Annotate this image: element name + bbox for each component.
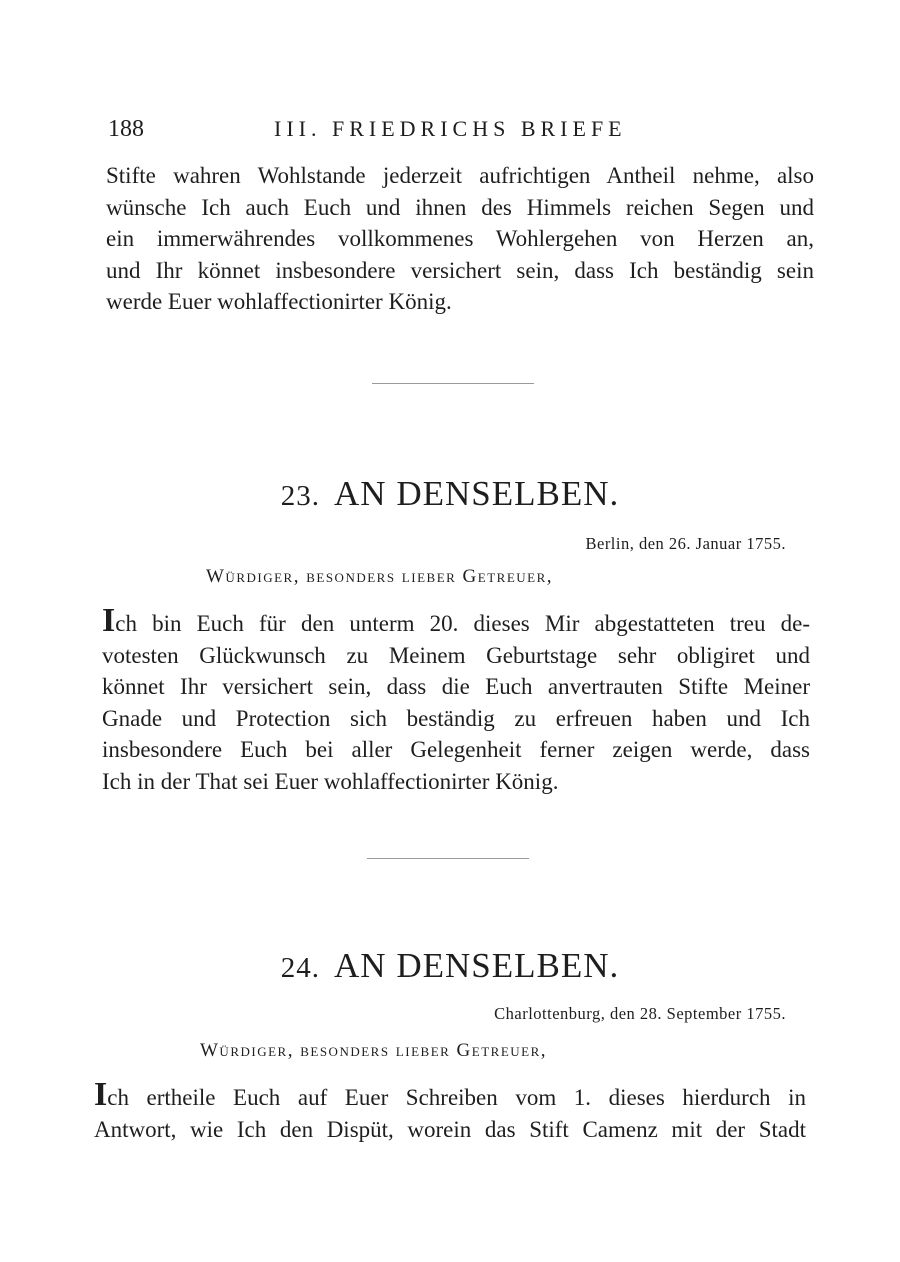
running-title: III. FRIEDRICHS BRIEFE bbox=[274, 116, 627, 141]
letter-number: 23. bbox=[280, 480, 321, 512]
running-head bbox=[108, 116, 808, 146]
letter-title: AN DENSELBEN. bbox=[334, 474, 620, 513]
section-divider bbox=[372, 383, 534, 384]
text-line: ein immerwährendes vollkommenes Wohlergehen von Herzen an, bbox=[106, 226, 814, 251]
text-line: Ich ertheile Euch auf Euer Schreiben vom 1. dieses hierdurch in bbox=[94, 1076, 806, 1113]
letter-23-salutation: Würdiger, besonders lieber Getreuer, bbox=[206, 566, 554, 587]
letter-title: AN DENSELBEN. bbox=[334, 946, 620, 985]
letter-number: 24. bbox=[280, 952, 321, 984]
continuation-paragraph bbox=[106, 160, 814, 318]
text-line: und Ihr könnet insbesondere versichert sein, dass Ich beständig sein bbox=[106, 257, 814, 283]
text-line: werde Euer wohlaffectionirter König. bbox=[106, 289, 452, 314]
section-divider bbox=[367, 858, 529, 859]
letter-24-heading bbox=[0, 946, 900, 986]
text-line: wünsche Ich auch Euch und ihnen des Himmels reichen Segen und bbox=[106, 194, 814, 220]
letter-24-salutation: Würdiger, besonders lieber Getreuer, bbox=[200, 1040, 548, 1061]
text-line: Ich bin Euch für den unterm 20. dieses Mir abgestatteten treu de- bbox=[102, 602, 810, 639]
text-line: Ich in der That sei Euer wohlaffectionirter König. bbox=[102, 768, 559, 794]
letter-23-body bbox=[102, 604, 810, 797]
drop-cap: I bbox=[94, 1076, 108, 1113]
text-line: votesten Glückwunsch zu Meinem Geburtstage sehr obligiret und bbox=[102, 642, 810, 668]
text-line: insbesondere Euch bei aller Gelegenheit ferner zeigen werde, dass bbox=[102, 737, 810, 762]
text-line: Antwort, wie Ich den Dispüt, worein das Stift Camenz mit der Stadt bbox=[94, 1116, 806, 1142]
letter-23-place-date: Berlin, den 26. Januar 1755. bbox=[585, 534, 786, 553]
page-number: 188 bbox=[108, 116, 144, 142]
letter-24-place-date: Charlottenburg, den 28. September 1755. bbox=[494, 1004, 786, 1023]
text-line: Stifte wahren Wohlstande jederzeit aufrichtigen Antheil nehme, also bbox=[106, 163, 814, 188]
text-line: könnet Ihr versichert sein, dass die Euch anvertrauten Stifte Meiner bbox=[102, 674, 810, 699]
letter-24-body bbox=[94, 1078, 806, 1145]
drop-cap: I bbox=[102, 602, 116, 639]
text-line: Gnade und Protection sich beständig zu erfreuen haben und Ich bbox=[102, 705, 810, 731]
letter-23-heading bbox=[0, 474, 900, 514]
